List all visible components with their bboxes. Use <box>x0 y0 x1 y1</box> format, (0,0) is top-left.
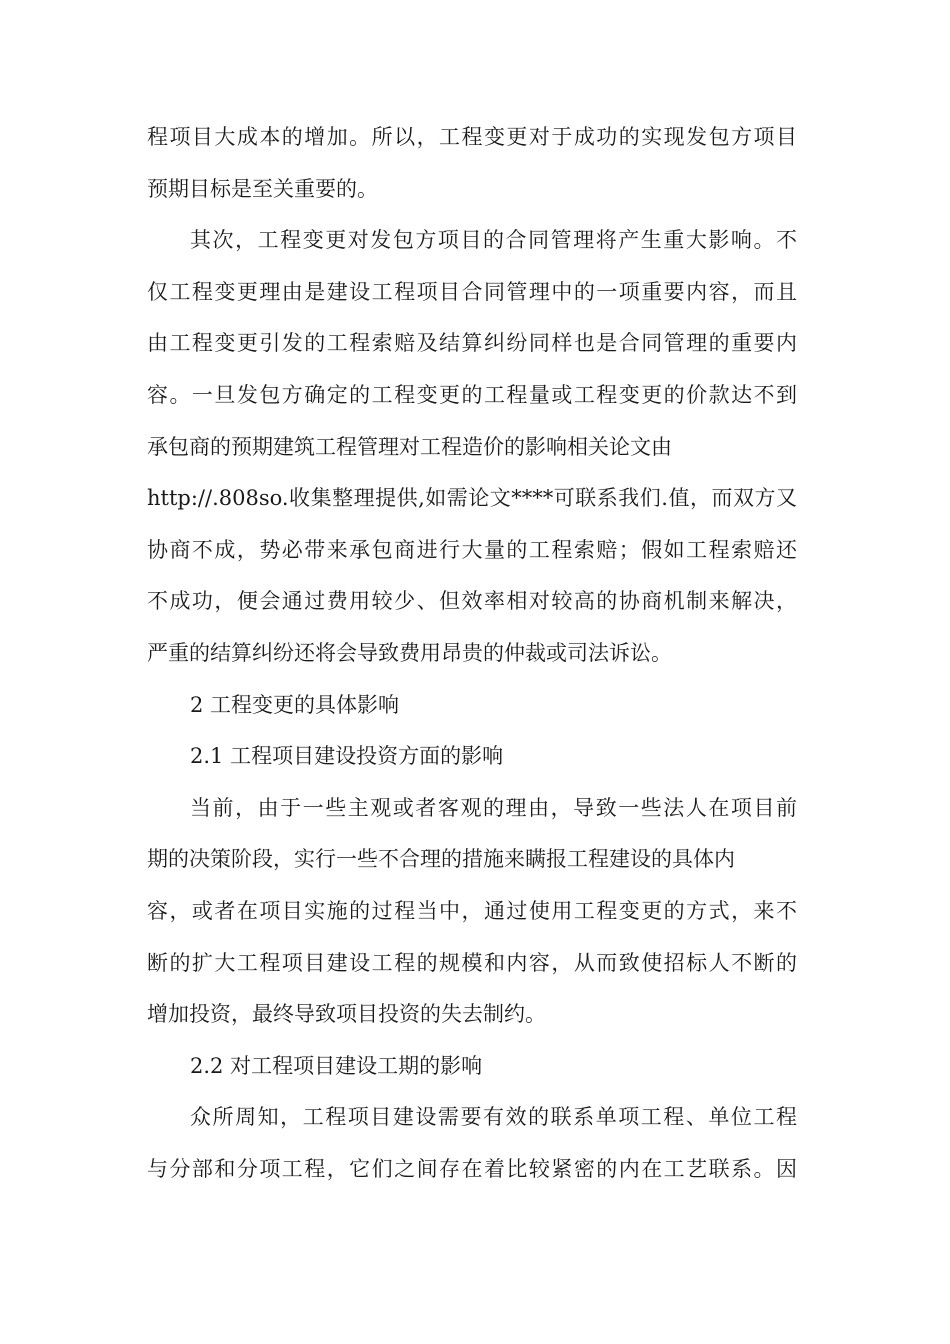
text-line: 增加投资，最终导致项目投资的失去制约。 <box>147 1002 546 1027</box>
text-line: 协商不成，势必带来承包商进行大量的工程索赔；假如工程索赔还 <box>147 537 797 562</box>
document-body <box>147 112 797 1195</box>
text-line: 严重的结算纠纷还将会导致费用昂贵的仲裁或司法诉讼。 <box>147 640 672 665</box>
paragraph-start-line: 其次，工程变更对发包方项目的合同管理将产生重大影响。不 <box>190 228 797 253</box>
subsection-heading: 2.2 对工程项目建设工期的影响 <box>190 1053 483 1078</box>
text-line: 容，或者在项目实施的过程当中，通过使用工程变更的方式，来不 <box>147 898 797 923</box>
subsection-heading: 2.1 工程项目建设投资方面的影响 <box>190 744 504 769</box>
text-line: 由工程变更引发的工程索赔及结算纠纷同样也是合同管理的重要内 <box>147 331 797 356</box>
text-line: 不成功，便会通过费用较少、但效率相对较高的协商机制来解决， <box>147 589 797 614</box>
text-line: 预期目标是至关重要的。 <box>147 176 378 201</box>
text-line: 程项目大成本的增加。所以，工程变更对于成功的实现发包方项目 <box>147 125 797 149</box>
text-line: 仅工程变更理由是建设工程项目合同管理中的一项重要内容，而且 <box>147 279 797 304</box>
text-line: http://.808so.收集整理提供,如需论文****可联系我们.值，而双方又 <box>147 486 797 511</box>
paragraph-start-line: 众所周知，工程项目建设需要有效的联系单项工程、单位工程 <box>190 1105 797 1130</box>
paragraph-start-line: 当前，由于一些主观或者客观的理由，导致一些法人在项目前 <box>190 795 797 820</box>
section-heading: 2 工程变更的具体影响 <box>190 692 400 717</box>
text-line: 期的决策阶段，实行一些不合理的措施来瞒报工程建设的具体内 <box>147 847 735 872</box>
text-line: 承包商的预期建筑工程管理对工程造价的影响相关论文由 <box>147 434 672 459</box>
text-line: 与分部和分项工程，它们之间存在着比较紧密的内在工艺联系。因 <box>147 1156 797 1181</box>
text-line: 容。一旦发包方确定的工程变更的工程量或工程变更的价款达不到 <box>147 382 797 407</box>
text-line: 断的扩大工程项目建设工程的规模和内容，从而致使招标人不断的 <box>147 950 797 975</box>
